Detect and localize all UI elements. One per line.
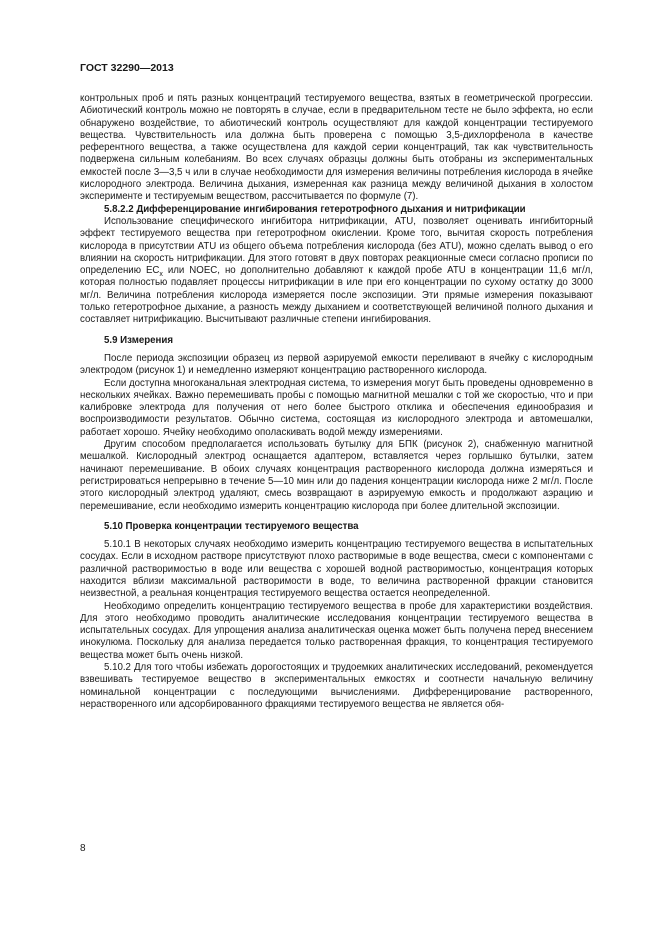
paragraph-measure-3: Другим способом предполагается использовать бутылку для БПК (рисунок 2), снабженную магнитной мешалкой. Кислородный электрод оснащается адаптером, вставляется через горлышко бутылки, затем начинают перемешивание. В обоих случаях концентрация растворенного кислорода должна измеряться и регистрироваться непрерывно в течение 5—10 мин или до падения концентрации кислорода ниже 2 мг/л. После этого кислородный электрод удаляют, смесь возвращают в аэрируемую емкость и продолжают аэрацию и перемешивание, если необходимо измерить концентрацию кислорода при более длительной экспозиции. (80, 439, 593, 512)
document-header: ГОСТ 32290—2013 (80, 62, 174, 74)
paragraph-measure-2: Если доступна многоканальная электродная система, то измерения могут быть проведены одновременно в нескольких ячейках. Важно перемешивать пробы с помощью магнитной мешалки с той же скоростью, что и при калибровке электрода для получения от него более быстрого отклика и обеспечения единообразия и воспроизводимости результатов. Обычно система, состоящая из кислородного электрода и автомешалки, работает хорошо. Ячейку необходимо ополаскивать водой между измерениями. (80, 377, 593, 438)
paragraph-intro: контрольных проб и пять разных концентраций тестируемого вещества, взятых в геометрической прогрессии. Абиотический контроль можно не повторять в случае, если в предварительном тесте не было эффекта, но если обнаружено воздействие, то абиотический контроль осуществляют для каждой концентрации тестируемого вещества. Чувствительность ила должна быть проверена с помощью 3,5-дихлорфенола в качестве референтного вещества, а также осуществлена для каждой серии концентраций, так как чувствительность подвержена сильным колебаниям. Во всех случаях образцы должны быть отобраны из экспериментальных емкостей после 3—3,5 ч или в случае необходимости для измерения величины потребления кислорода в ячейке кислородного электрода. Величина дыхания, измеренная как разница между величиной дыхания в холостом эксперименте и тестируемым веществом, рассчитывается по формуле (7). (80, 93, 593, 203)
paragraph-atu (80, 216, 593, 327)
page-number: 8 (80, 843, 86, 854)
paragraph-5-10-1: 5.10.1 В некоторых случаях необходимо измерить концентрацию тестируемого вещества в испытательных сосудах. Если в исходном растворе присутствуют плохо растворимые в воде вещества, смеси с компонентами с различной растворимостью в воде или вещества с хорошей водной растворимостью, концентрация которых находится вблизи максимальной растворимости в воде, то величина растворенной фракции становится неизвестной, а реальная концентрация тестируемого вещества остается неопределенной. (80, 539, 593, 600)
paragraph-5-10-2: 5.10.2 Для того чтобы избежать дорогостоящих и трудоемких аналитических исследований, рекомендуется взвешивать тестируемое вещество в экспериментальных емкостях и соотнести начальную величину номинальной концентрации с последующими вычислениями. Дифференцирование растворенного, нерастворенного или адсорбированного фракциями тестируемого вещества не является обя- (80, 662, 593, 710)
subscript-x: x (159, 271, 163, 279)
paragraph-atu-part-1: Использование специфического ингибитора нитрификации, ATU, позволяет оценивать ингибиторный эффект тестируемого вещества при гетеротрофном окислении. Кроме того, вычитая скорость потребления кислорода в присутствии ATU из общего объема потребления кислорода (без ATU), можно сделать вывод о его влиянии на скорость нитрификации. Для этого готовят в двух повторах реакционные смеси согласно прописи по определению EC (80, 215, 593, 277)
paragraph-atu-part-2: или NOEC, но дополнительно добавляют к каждой пробе ATU в концентрации 11,6 мг/л, которая полностью подавляет процессы нитрификации в иле при его концентрации по сухому остатку до 3000 мг/л. Величина потребления кислорода измеряется после экспозиции. Эти прямые измерения показывают только гетеротрофное дыхание, а разность между дыханием и соответствующей величиной полного дыхания и составляет нитрификацию. Высчитывают различные степени ингибирования. (80, 265, 593, 326)
section-heading-5-10: 5.10 Проверка концентрации тестируемого вещества (104, 520, 359, 532)
section-heading-5-9: 5.9 Измерения (104, 334, 174, 346)
paragraph-analysis: Необходимо определить концентрацию тестируемого вещества в пробе для характеристики воздействия. Для этого необходимо проводить аналитические исследования концентрации тестируемого вещества в испытательных сосудах. Для упрощения анализа аналитическая оценка может быть получена перед внесением инокулюма. Поскольку для анализа передается только растворенная фракция, то концентрация тестируемого вещества может быть очень низкой. (80, 600, 593, 661)
subsection-heading-5-8-2-2: 5.8.2.2 Дифференцирование ингибирования гетеротрофного дыхания и нитрификации (104, 203, 526, 215)
document-body (80, 93, 593, 711)
paragraph-measure-1: После периода экспозиции образец из первой аэрируемой емкости переливают в ячейку с кислородным электродом (рисунок 1) и немедленно измеряют концентрацию растворенного кислорода. (80, 352, 593, 377)
